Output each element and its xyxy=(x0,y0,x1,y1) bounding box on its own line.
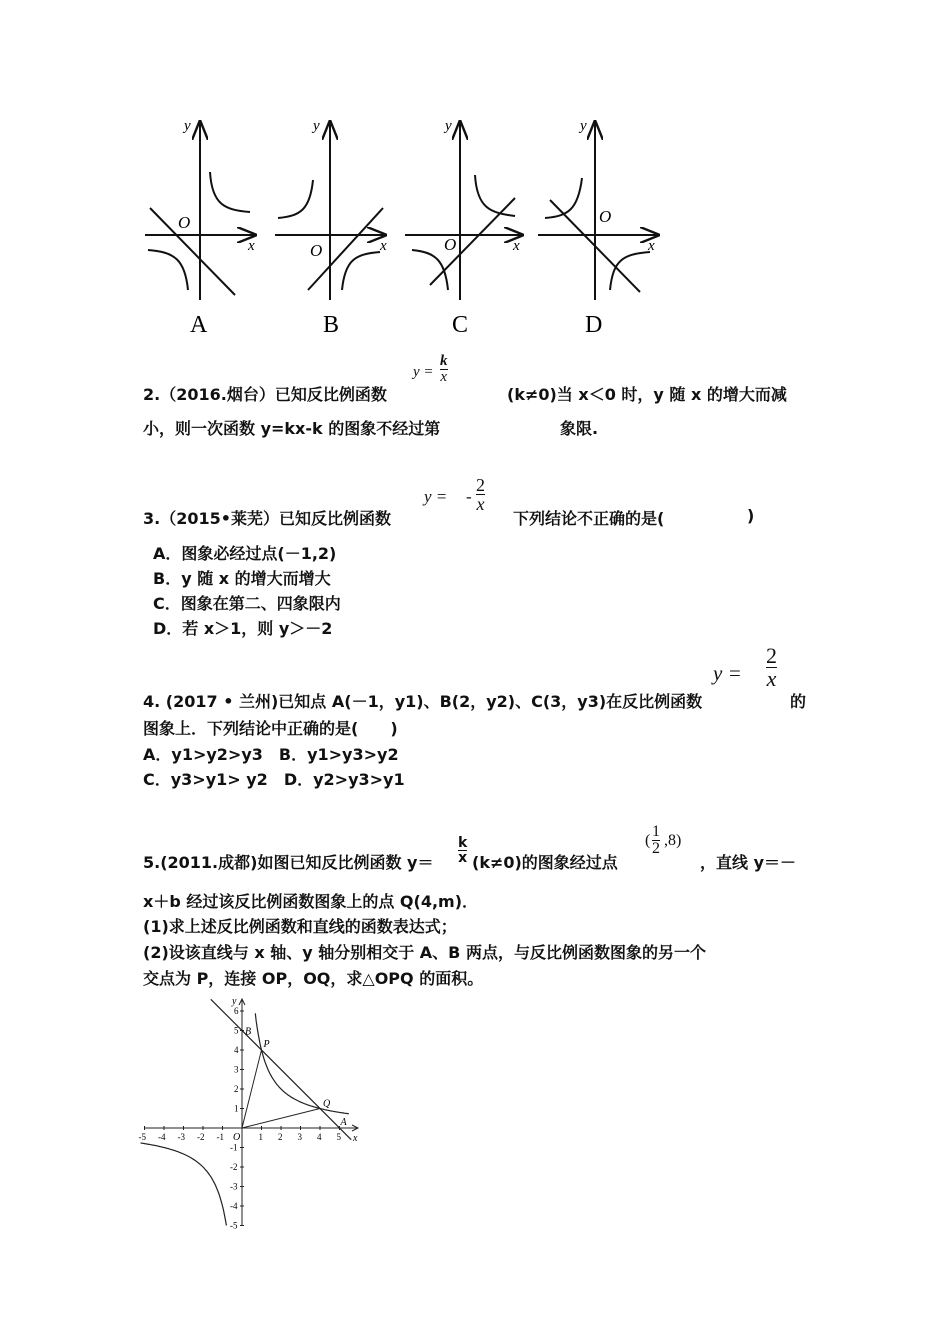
graph-c-x-label: x xyxy=(513,238,520,254)
q5-point-denominator: 2 xyxy=(652,840,660,857)
q3-stem-middle: 下列结论不正确的是( xyxy=(513,509,665,528)
q3-formula-numerator: 2 xyxy=(476,475,485,495)
q5-line1-end: ，直线 y＝－ xyxy=(700,853,797,872)
q2-line1-start: 2.（2016.烟台）已知反比例函数 xyxy=(143,385,387,404)
q2-line2-end: 象限. xyxy=(560,419,599,438)
q3-option-c: C．图象在第二、四象限内 xyxy=(153,594,341,613)
x-tick-label-7: 3 xyxy=(297,1132,302,1142)
hyperbola-branch-3 xyxy=(141,1143,227,1226)
q5-figure xyxy=(140,995,365,1230)
graph-a xyxy=(145,118,255,338)
segment-oq xyxy=(242,1109,320,1129)
x-tick-label-4: -1 xyxy=(216,1132,224,1142)
x-tick-label-6: 2 xyxy=(278,1132,283,1142)
q3-formula-fraction xyxy=(476,476,485,513)
y-tick-label-8: -3 xyxy=(230,1181,238,1192)
q4-options-row1: A．y1>y2>y3 B．y1>y3>y2 xyxy=(143,745,399,764)
point-a-label: A xyxy=(340,1117,347,1128)
q4-line1-end: 的 xyxy=(790,692,807,711)
q4-formula-fraction xyxy=(766,645,777,690)
x-axis-label: x xyxy=(353,1133,358,1144)
q2-formula-lhs: y = xyxy=(413,364,434,380)
q4-formula-numerator: 2 xyxy=(766,643,777,668)
q4-formula-lhs: y = xyxy=(713,661,742,685)
q5-line1-middle: (k≠0)的图象经过点 xyxy=(472,853,618,872)
y-tick-label-2: 4 xyxy=(234,1045,239,1055)
point-b-label: B xyxy=(245,1026,252,1038)
y-tick-label-6: -1 xyxy=(230,1142,238,1153)
q3-option-d: D．若 x＞1，则 y＞－2 xyxy=(153,619,333,638)
hyperbola-branch-1 xyxy=(255,1013,349,1114)
y-tick-label-5: 1 xyxy=(234,1103,239,1114)
x-tick-label-1: -4 xyxy=(158,1132,166,1142)
graph-d-x-label: x xyxy=(648,238,655,254)
q3-option-a: A．图象必经过点(－1,2) xyxy=(153,544,337,563)
q5-line3: (1)求上述反比例函数和直线的函数表达式； xyxy=(143,917,457,936)
q4-line1: 4. (2017 • 兰州)已知点 A(－1，y1)、B(2，y2)、C(3，y3)在反比例函数 xyxy=(143,692,703,711)
q5-point-numerator: 1 xyxy=(652,823,660,840)
graph-d-origin-label: O xyxy=(599,207,612,226)
q4-line2: 图象上．下列结论中正确的是( ) xyxy=(143,719,398,738)
origin-label: O xyxy=(233,1132,241,1143)
q5-line2: x＋b 经过该反比例函数图象上的点 Q(4,m)． xyxy=(143,892,479,911)
y-tick-label-1: 5 xyxy=(234,1025,239,1036)
q5-inline-numerator: k xyxy=(458,835,468,851)
q5-line5: 交点为 P，连接 OP，OQ，求△OPQ 的面积。 xyxy=(143,969,484,988)
x-tick-label-3: -2 xyxy=(197,1132,205,1142)
graph-a-y-label: y xyxy=(184,118,191,134)
graph-c xyxy=(405,118,522,338)
y-tick-label-4: 2 xyxy=(234,1084,239,1094)
graph-b xyxy=(275,118,387,338)
graph-c-y-label: y xyxy=(445,118,452,134)
q3-formula-denominator: x xyxy=(476,494,485,514)
x-tick-label-9: 5 xyxy=(336,1132,341,1142)
graph-a-x-label: x xyxy=(248,238,255,254)
graph-d-y-label: y xyxy=(580,118,587,134)
x-tick-label-8: 4 xyxy=(317,1132,322,1142)
y-tick-label-0: 6 xyxy=(234,1006,239,1016)
y-tick-label-7: -2 xyxy=(230,1162,238,1172)
q2-formula-fraction xyxy=(440,354,448,385)
x-tick-label-5: 1 xyxy=(258,1132,263,1142)
graph-b-y-label: y xyxy=(313,118,320,134)
y-tick-label-10: -5 xyxy=(230,1220,238,1231)
q5-point-fraction xyxy=(652,824,660,857)
q3-option-b: B．y 随 x 的增大而增大 xyxy=(153,569,331,588)
q3-formula-sign: - xyxy=(466,487,472,506)
y-axis-label: y xyxy=(232,996,237,1007)
graph-c-option-label: C xyxy=(452,312,469,338)
q3-stem-start: 3.（2015•莱芜）已知反比例函数 xyxy=(143,509,391,528)
graph-a-origin-label: O xyxy=(178,213,191,232)
graph-c-origin-label: O xyxy=(444,235,457,254)
q2-formula-numerator: k xyxy=(440,353,448,369)
graph-a-option-label: A xyxy=(190,312,208,338)
q2-line2-start: 小，则一次函数 y=kx-k 的图象不经过第 xyxy=(143,419,441,438)
graph-b-origin-label: O xyxy=(310,241,323,260)
q5-point-open: ( xyxy=(645,832,651,849)
q5-inline-fraction xyxy=(458,836,467,865)
q5-inline-denominator: x xyxy=(458,850,468,866)
point-p-label: P xyxy=(263,1039,270,1050)
option-graphs xyxy=(130,110,670,350)
x-tick-label-2: -3 xyxy=(177,1132,185,1142)
q3-formula-lhs: y = xyxy=(424,487,448,506)
graph-d-option-label: D xyxy=(585,312,603,338)
q5-line4: (2)设该直线与 x 轴、y 轴分别相交于 A、B 两点，与反比例函数图象的另一个 xyxy=(143,943,706,962)
y-tick-label-9: -4 xyxy=(230,1201,238,1211)
q2-formula-denominator: x xyxy=(440,369,448,385)
graph-b-option-label: B xyxy=(323,312,340,338)
q2-line1-end: (k≠0)当 x＜0 时，y 随 x 的增大而减 xyxy=(507,385,787,404)
q4-formula-denominator: x xyxy=(766,666,777,691)
q3-stem-end: ) xyxy=(747,506,755,525)
y-tick-label-3: 3 xyxy=(234,1064,239,1075)
q5-point-rest: ,8) xyxy=(664,832,682,849)
q4-options-row2: C．y3>y1> y2 D．y2>y3>y1 xyxy=(143,770,405,789)
segment-op xyxy=(242,1050,262,1128)
point-q-label: Q xyxy=(323,1098,331,1110)
q5-line1-start: 5.(2011.成都)如图已知反比例函数 y＝ xyxy=(143,853,434,872)
graph-d xyxy=(538,118,658,338)
x-tick-label-0: -5 xyxy=(138,1132,146,1142)
graph-b-x-label: x xyxy=(380,238,387,254)
